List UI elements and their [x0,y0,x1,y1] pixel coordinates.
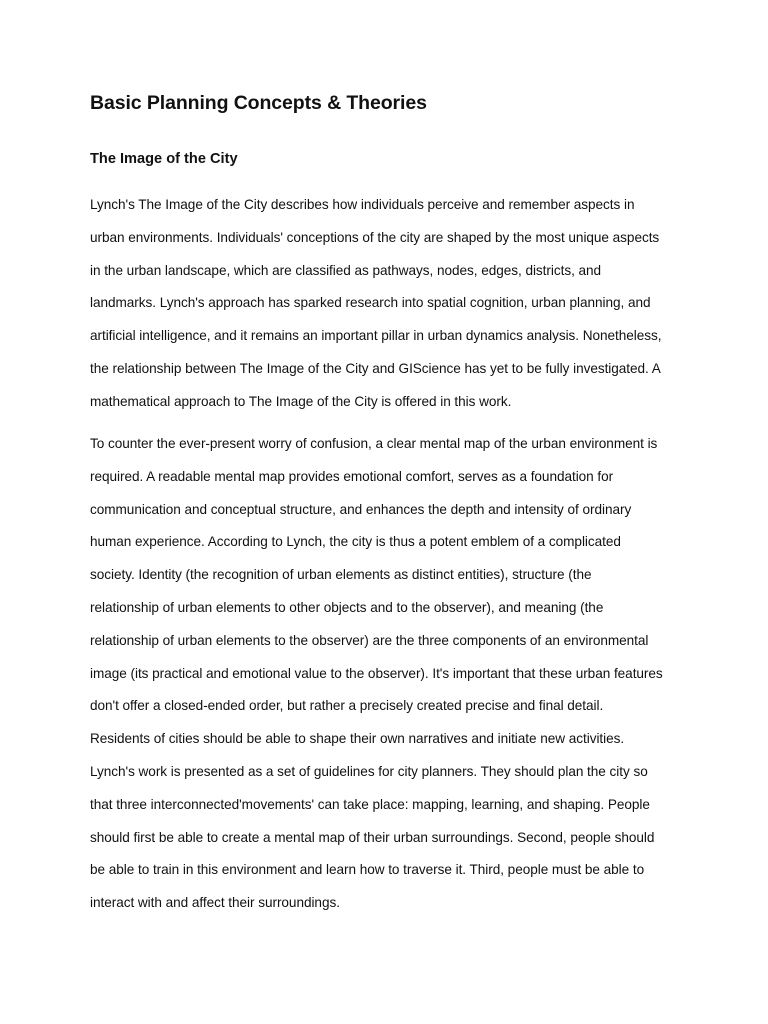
paragraph-line: landmarks. Lynch's approach has sparked research into spatial cognition, urban planning, and [90,295,651,311]
paragraph-line: interact with and affect their surroundings. [90,895,340,911]
paragraph-line: society. Identity (the recognition of urban elements as distinct entities), structure (the [90,567,592,583]
paragraph-line: image (its practical and emotional value to the observer). It's important that these urban features [90,665,663,681]
paragraph-line: urban environments. Individuals' conceptions of the city are shaped by the most unique aspects [90,229,660,245]
document-title: Basic Planning Concepts & Theories [90,92,427,114]
paragraph-line: that three interconnected'movements' can take place: mapping, learning, and shaping. People [90,796,650,812]
paragraph-line: should first be able to create a mental map of their urban surroundings. Second, people should [90,829,655,845]
paragraph-line: the relationship between The Image of the City and GIScience has yet to be fully investigated. A [90,360,661,376]
paragraph-line: relationship of urban elements to the observer) are the three components of an environmental [90,632,649,648]
paragraph-line: in the urban landscape, which are classified as pathways, nodes, edges, districts, and [90,262,602,278]
paragraph-line: Lynch's The Image of the City describes how individuals perceive and remember aspects in [90,197,635,212]
paragraph-line: Residents of cities should be able to shape their own narratives and initiate new activities. [90,731,625,747]
paragraph-line: relationship of urban elements to other objects and to the observer), and meaning (the [90,599,604,615]
paragraph-2 [90,435,663,927]
paragraph-line: mathematical approach to The Image of the City is offered in this work. [90,393,512,409]
paragraph-line: don't offer a closed-ended order, but rather a precisely created precise and final detail. [90,698,604,714]
paragraph-line: required. A readable mental map provides emotional comfort, serves as a foundation for [90,468,614,484]
paragraph-line: artificial intelligence, and it remains an important pillar in urban dynamics analysis. Nonetheless, [90,328,662,344]
paragraph-line: Lynch's work is presented as a set of guidelines for city planners. They should plan the city so [90,763,648,779]
paragraph-line: communication and conceptual structure, and enhances the depth and intensity of ordinary [90,501,632,517]
paragraph-line: To counter the ever-present worry of confusion, a clear mental map of the urban environment is [90,436,658,451]
paragraph-1 [90,196,662,426]
paragraph-line: human experience. According to Lynch, the city is thus a potent emblem of a complicated [90,534,621,550]
paragraph-line: be able to train in this environment and learn how to traverse it. Third, people must be able to [90,862,645,878]
section-heading: The Image of the City [90,151,238,167]
